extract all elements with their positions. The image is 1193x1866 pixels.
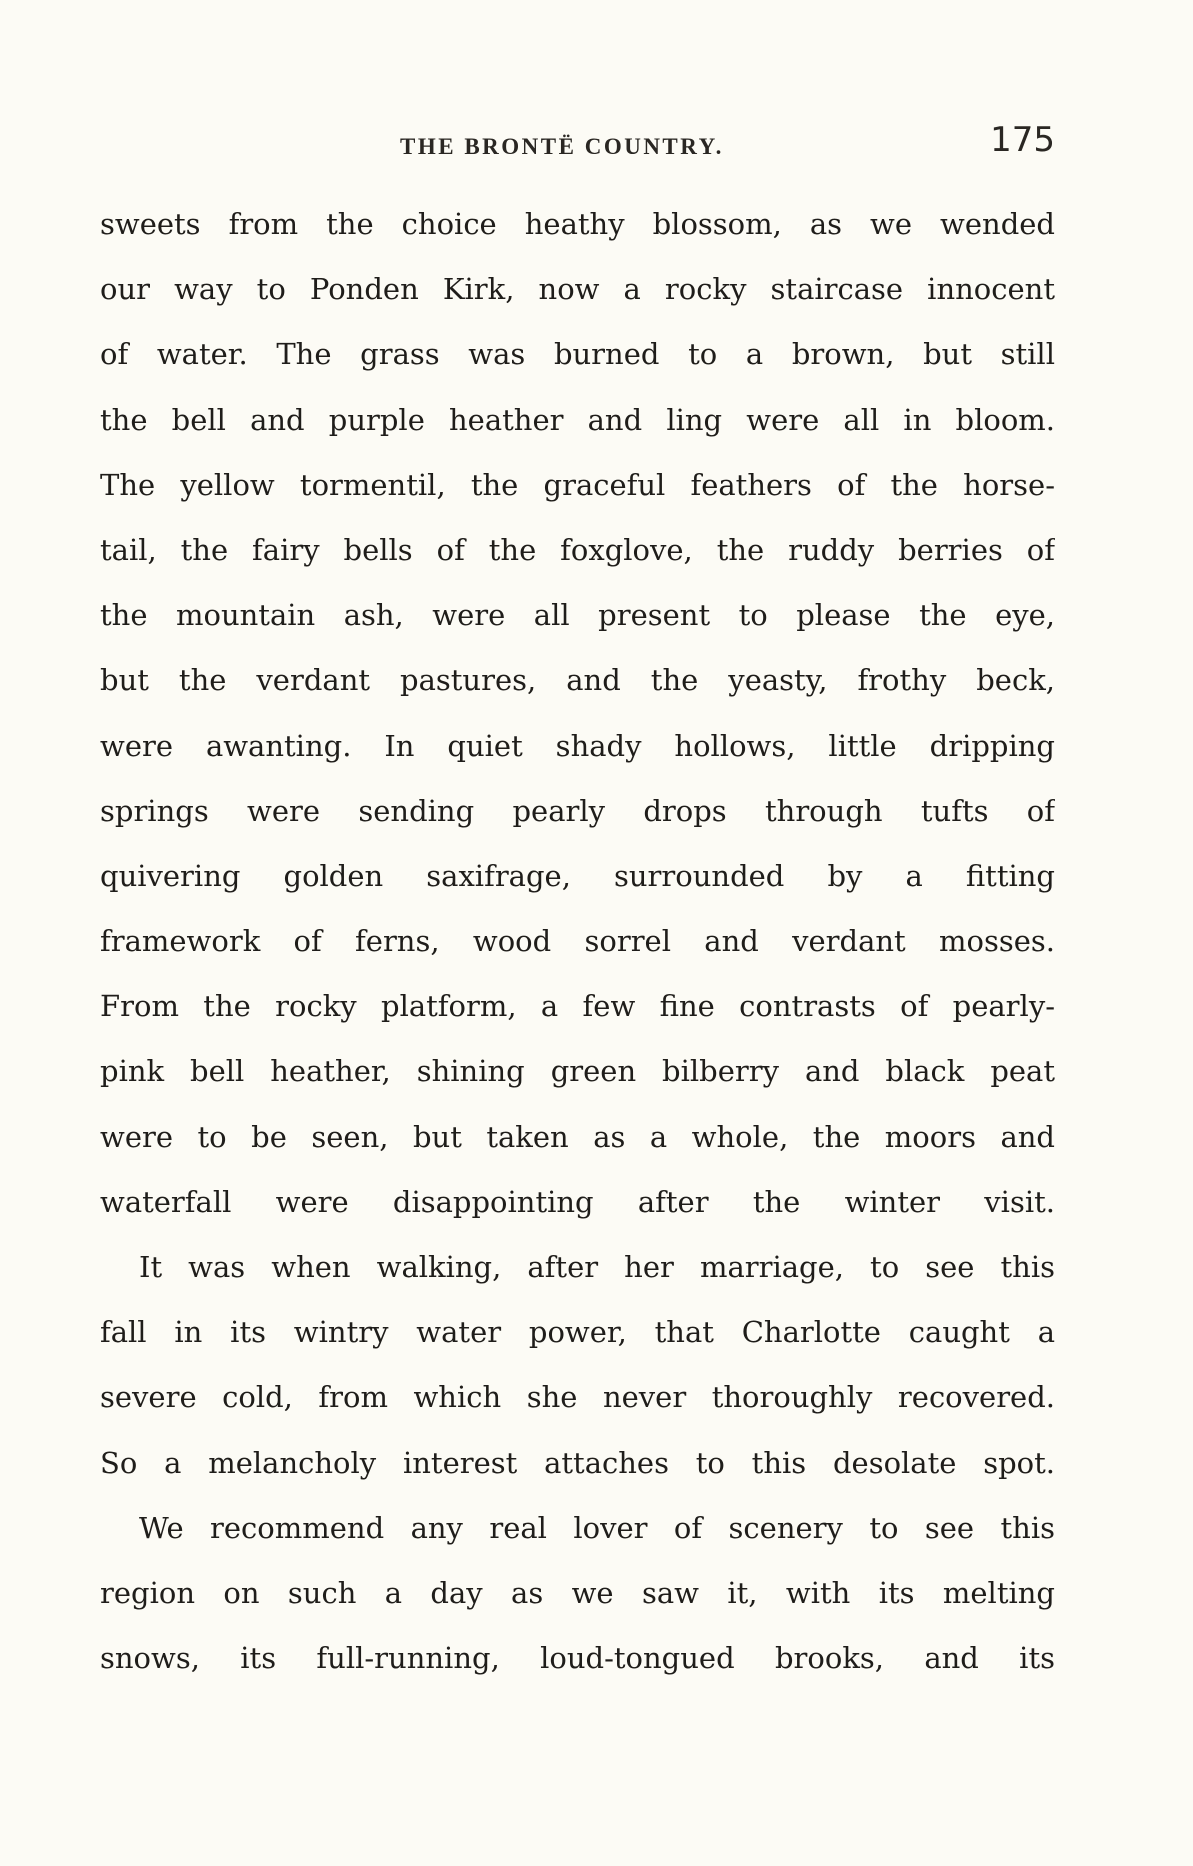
text-line: So a melancholy interest attaches to this desolate spot. — [100, 1445, 1055, 1480]
text-line: tail, the fairy bells of the foxglove, the ruddy berries of — [100, 532, 1055, 567]
text-line: waterfall were disappointing after the winter visit. — [100, 1184, 1055, 1219]
running-title: THE BRONTË COUNTRY. — [400, 134, 724, 159]
text-line: of water. The grass was burned to a brown, but still — [100, 337, 1055, 372]
text-line: fall in its wintry water power, that Charlotte caught a — [100, 1315, 1055, 1350]
paragraph-first-line: We recommend any real lover of scenery to see this — [139, 1510, 1055, 1545]
text-line: quivering golden saxifrage, surrounded by a fitting — [100, 858, 1055, 893]
text-line: pink bell heather, shining green bilberry and black peat — [100, 1054, 1055, 1089]
text-line: snows, its full-running, loud-tongued brooks, and its — [100, 1641, 1055, 1676]
text-line: sweets from the choice heathy blossom, as we wended — [100, 207, 1055, 241]
text-line: our way to Ponden Kirk, now a rocky staircase innocent — [100, 272, 1055, 307]
text-line: springs were sending pearly drops through tufts of — [100, 793, 1055, 828]
running-header — [100, 120, 1055, 180]
text-line: From the rocky platform, a few fine contrasts of pearly- — [100, 989, 1055, 1024]
paragraph-first-line: It was when walking, after her marriage, to see this — [139, 1250, 1055, 1284]
text-line: the mountain ash, were all present to please the eye, — [100, 598, 1055, 633]
text-line: the bell and purple heather and ling were all in bloom. — [100, 402, 1055, 437]
text-line: The yellow tormentil, the graceful feathers of the horse- — [100, 467, 1055, 502]
text-line: were to be seen, but taken as a whole, the moors and — [100, 1119, 1055, 1154]
body-text — [100, 192, 1055, 1691]
text-line: region on such a day as we saw it, with its melting — [100, 1575, 1055, 1610]
text-line: framework of ferns, wood sorrel and verdant mosses. — [100, 924, 1055, 959]
text-line: severe cold, from which she never thoroughly recovered. — [100, 1380, 1055, 1415]
text-line: were awanting. In quiet shady hollows, little dripping — [100, 728, 1055, 763]
page-number: 175 — [990, 120, 1055, 160]
text-line: but the verdant pastures, and the yeasty, frothy beck, — [100, 663, 1055, 698]
